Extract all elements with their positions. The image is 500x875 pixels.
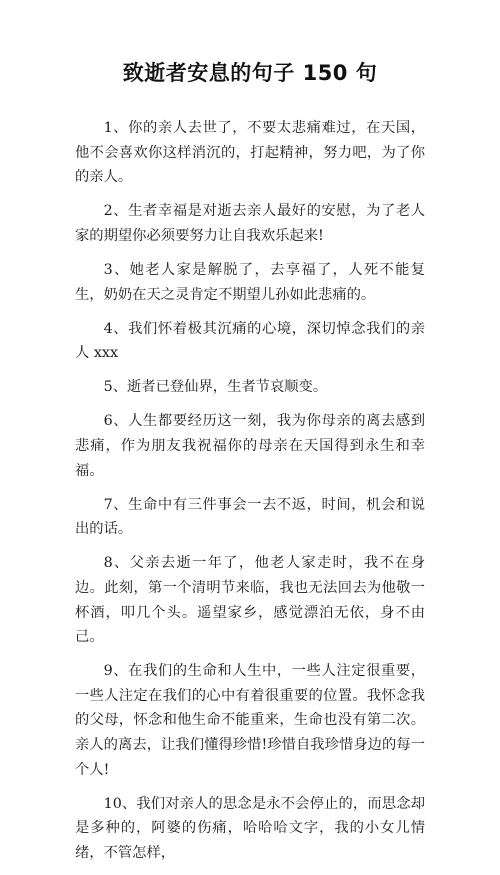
document-body (75, 116, 425, 875)
paragraph-4: 4、我们怀着极其沉痛的心境，深切悼念我们的亲人 xxx (75, 320, 425, 362)
paragraph-5: 5、逝者已登仙界，生者节哀顺变。 (103, 379, 328, 396)
paragraph-2: 2、生者幸福是对逝去亲人最好的安慰，为了老人家的期望你必须要努力让自我欢乐起来! (75, 203, 425, 244)
paragraph-3: 3、她老人家是解脱了，去享福了，人死不能复生，奶奶在天之灵肯定不期望儿孙如此悲痛的。 (75, 261, 425, 303)
paragraph-6: 6、人生都要经历这一刻，我为你母亲的离去感到悲痛，作为朋友我祝福你的母亲在天国得到永生和幸福。 (75, 413, 425, 479)
paragraph-7: 7、生命中有三件事会一去不返，时间，机会和说出的话。 (75, 496, 425, 538)
paragraph-10: 10、我们对亲人的思念是永不会停止的，而思念却是多种的，阿婆的伤痛，哈哈哈文字，我的小女儿情绪，不管怎样， (75, 795, 425, 861)
paragraph-1: 1、你的亲人去世了，不要太悲痛难过，在天国，他不会喜欢你这样消沉的，打起精神，努力吧，为了你的亲人。 (75, 120, 425, 186)
paragraph-8: 8、父亲去逝一年了，他老人家走时，我不在身边。此刻，第一个清明节来临，我也无法回去为他敬一杯酒，叩几个头。遥望家乡，感觉漂泊无依，身不由己。 (75, 555, 425, 646)
document-title: 致逝者安息的句子 150 句 (122, 61, 378, 85)
paragraph-9: 9、在我们的生命和人生中，一些人注定很重要，一些人注定在我们的心中有着很重要的位置。我怀念我的父母，怀念和他生命不能重来，生命也没有第二次。亲人的离去，让我们懂得珍惜!珍惜自我珍惜身边的每一个人! (75, 663, 425, 778)
